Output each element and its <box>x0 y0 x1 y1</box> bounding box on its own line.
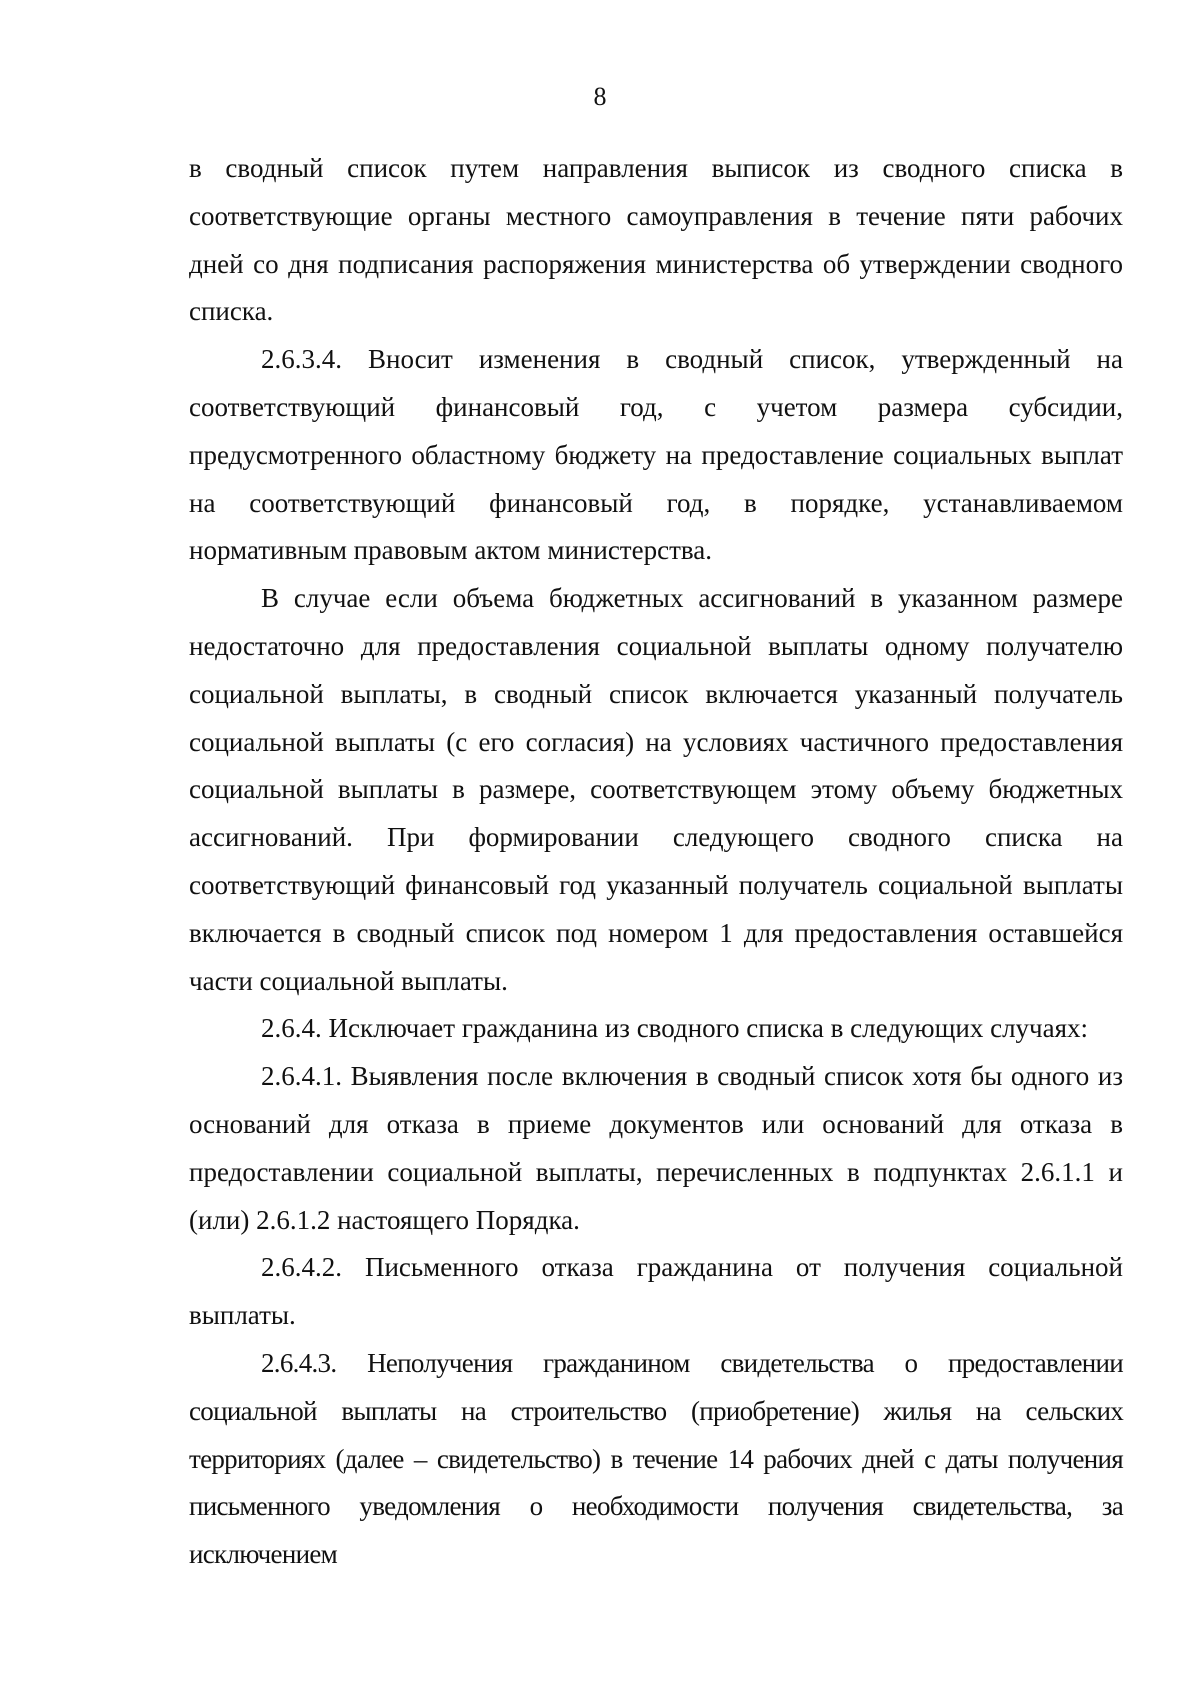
paragraph-1: в сводный список путем направления выписок из сводного списка в соответствующие органы местного самоуправления в течение пяти рабочих дней со дня подписания распоряжения министерства об утверждении сводного списка. <box>189 153 1123 327</box>
page-number: 8 <box>593 82 607 111</box>
paragraph-264: 2.6.4. Исключает гражданина из сводного списка в следующих случаях: <box>261 1013 1089 1044</box>
document-body <box>189 145 1123 1579</box>
paragraph-2643: 2.6.4.3. Неполучения гражданином свидетельства о предоставлении социальной выплаты на строительство (приобретение) жилья на сельских территориях (далее – свидетельство) в течение 14 рабочих дней с даты получения письменного уведомления о необходимости получения свидетельства, за исключением <box>189 1347 1123 1570</box>
paragraph-insufficient-budget: В случае если объема бюджетных ассигнований в указанном размере недостаточно для предоставления социальной выплаты одному получателю социальной выплаты, в сводный список включается указанный получатель социальной выплаты (с его согласия) на условиях частичного предоставления социальной выплаты в размере, соответствующем этому объему бюджетных ассигнований. При формировании следующего сводного списка на соответствующий финансовый год указанный получатель социальной выплаты включается в сводный список под номером 1 для предоставления оставшейся части социальной выплаты. <box>189 583 1123 996</box>
paragraph-2634: 2.6.3.4. Вносит изменения в сводный список, утвержденный на соответствующий финансовый год, с учетом размера субсидии, предусмотренного областному бюджету на предоставление социальных выплат на соответствующий финансовый год, в порядке, устанавливаемом нормативным правовым актом министерства. <box>189 344 1123 566</box>
paragraph-2642: 2.6.4.2. Письменного отказа гражданина от получения социальной выплаты. <box>189 1252 1123 1331</box>
paragraph-2641: 2.6.4.1. Выявления после включения в сводный список хотя бы одного из оснований для отказа в приеме документов или оснований для отказа в предоставлении социальной выплаты, перечисленных в подпунктах 2.6.1.1 и (или) 2.6.1.2 настоящего Порядка. <box>189 1061 1123 1235</box>
